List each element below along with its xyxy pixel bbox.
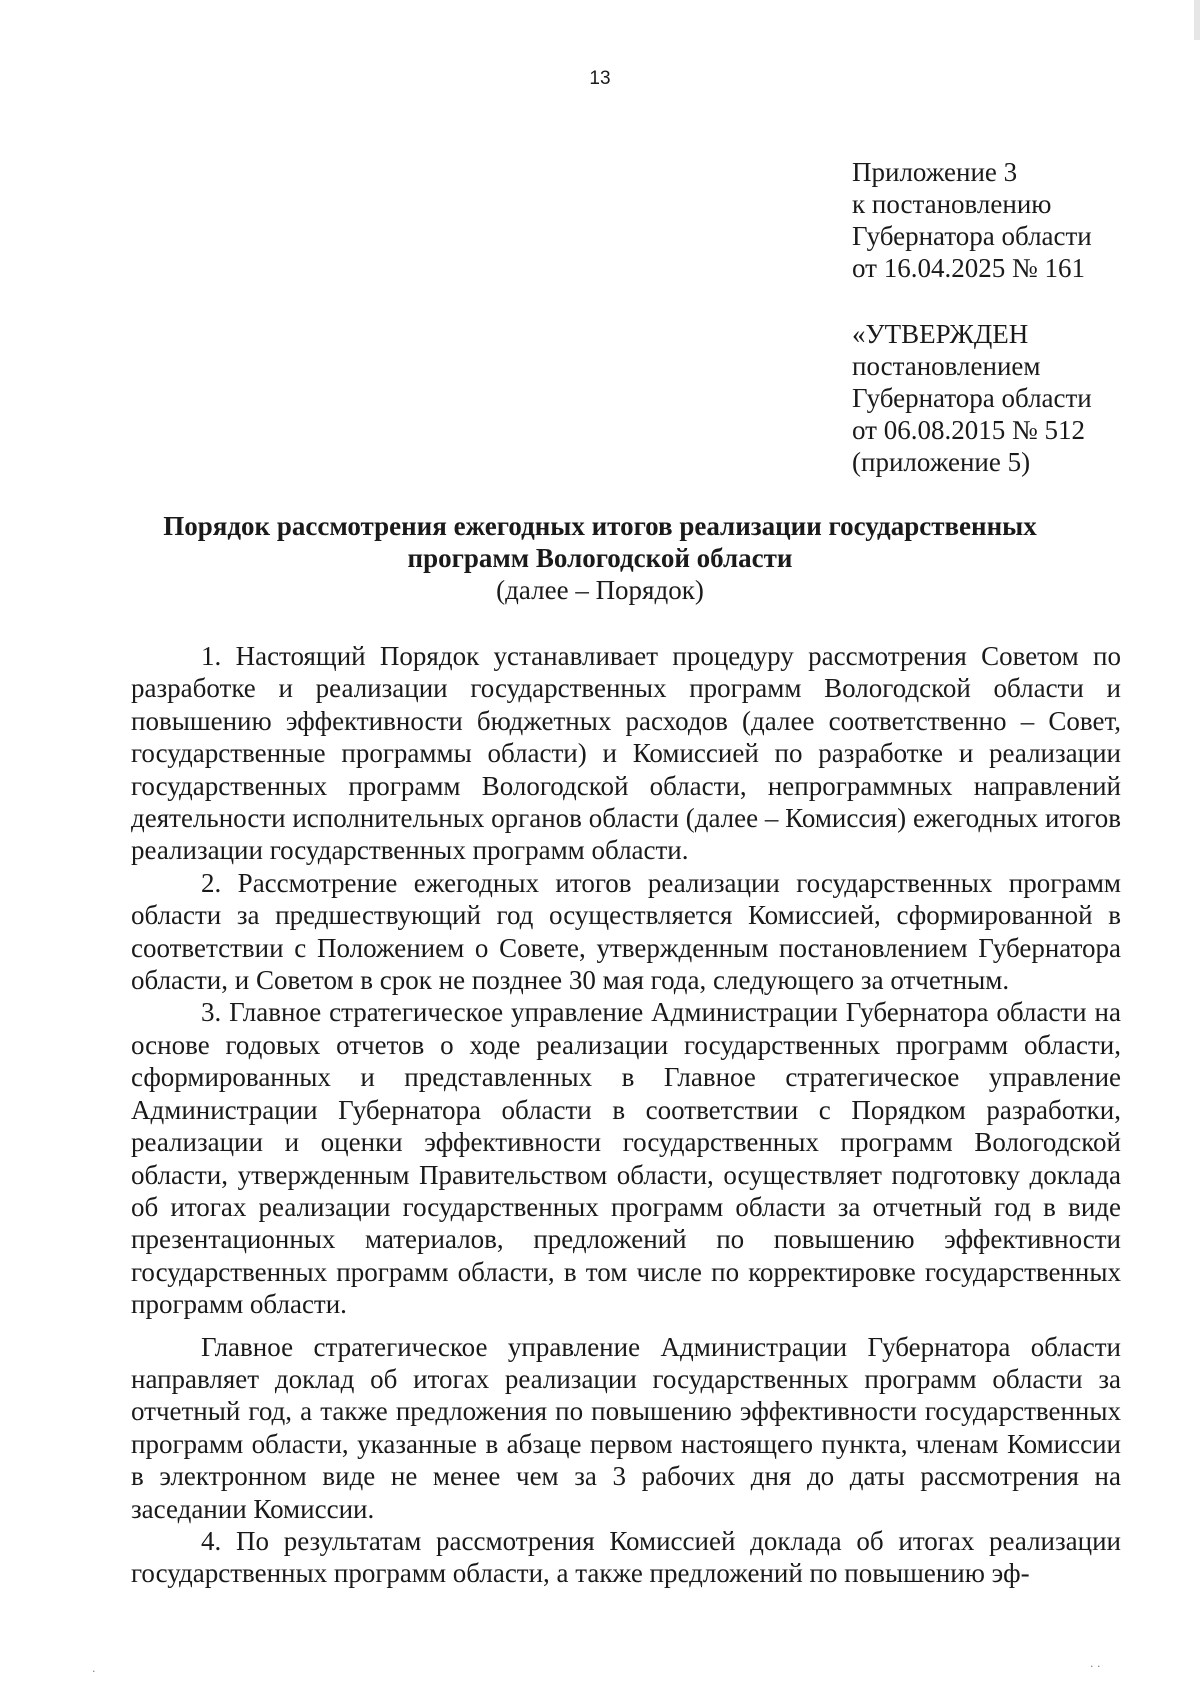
approval-line: от 06.08.2015 № 512 [852, 415, 1085, 445]
paragraph-1: 1. Настоящий Порядок устанавливает процедуру рассмотрения Советом по разработке и реализации государственных программ Вологодской области и повышению эффективности бюджетных расходов (далее соответственно – Совет, государственные программы области) и Комиссией по разработке и реализации государственных программ Вологодской области, непрограммных направлений деятельности исполнительных органов области (далее – Комиссия) ежегодных итогов реализации государственных программ области. [131, 641, 1121, 866]
approval-line: (приложение 5) [852, 447, 1031, 477]
paragraph-2: 2. Рассмотрение ежегодных итогов реализации государственных программ области за предшествующий год осуществляется Комиссией, сформированной в соответствии с Положением о Совете, утвержденным постановлением Губернатора области, и Советом в срок не позднее 30 мая года, следующего за отчетным. [131, 867, 1121, 996]
page-number: 13 [589, 68, 611, 89]
paragraph-4: 4. По результатам рассмотрения Комиссией доклада об итогах реализации государственных программ области, а также предложений по повышению эф- [131, 1525, 1121, 1589]
scan-edge-shadow [1194, 0, 1200, 40]
approval-line: «УТВЕРЖДЕН [852, 319, 1029, 349]
appendix-line: к постановлению [852, 189, 1052, 219]
paragraph-3-second-indent: Главное стратегическое управление Администрации Губернатора области направляет доклад об итогах реализации государственных программ области за отчетный год, а также предложения по повышению эффективности государственных программ области, указанные в абзаце первом настоящего пункта, членам Комиссии в электронном виде не менее чем за 3 рабочих дня до даты рассмотрения на заседании Комиссии. [131, 1331, 1121, 1524]
appendix-line: Губернатора области [852, 221, 1092, 251]
scan-artifact-dot: · [92, 1665, 96, 1678]
appendix-line: Приложение 3 [852, 157, 1018, 187]
document-title [100, 510, 1100, 606]
document-body [131, 640, 1121, 1590]
scan-artifact-mark: · · [1090, 1660, 1101, 1673]
approval-line: Губернатора области [852, 383, 1092, 413]
appendix-line: от 16.04.2025 № 161 [852, 253, 1085, 283]
approval-line: постановлением [852, 351, 1041, 381]
approval-stamp-block [852, 318, 1172, 478]
paragraph-3: 3. Главное стратегическое управление Администрации Губернатора области на основе годовых отчетов о ходе реализации государственных программ области, сформированных и представленных в Главное стратегическое управление Администрации Губернатора области в соответствии с Порядком разработки, реализации и оценки эффективности государственных программ Вологодской области, утвержденным Правительством области, осуществляет подготовку доклада об итогах реализации государственных программ области за отчетный год в виде презентационных материалов, предложений по повышению эффективности государственных программ области, в том числе по корректировке государственных программ области. [131, 997, 1121, 1320]
title-subtitle: (далее – Порядок) [496, 575, 704, 605]
title-line: программ Вологодской области [407, 543, 793, 573]
title-line: Порядок рассмотрения ежегодных итогов реализации государственных [163, 511, 1037, 541]
appendix-block [852, 156, 1172, 284]
